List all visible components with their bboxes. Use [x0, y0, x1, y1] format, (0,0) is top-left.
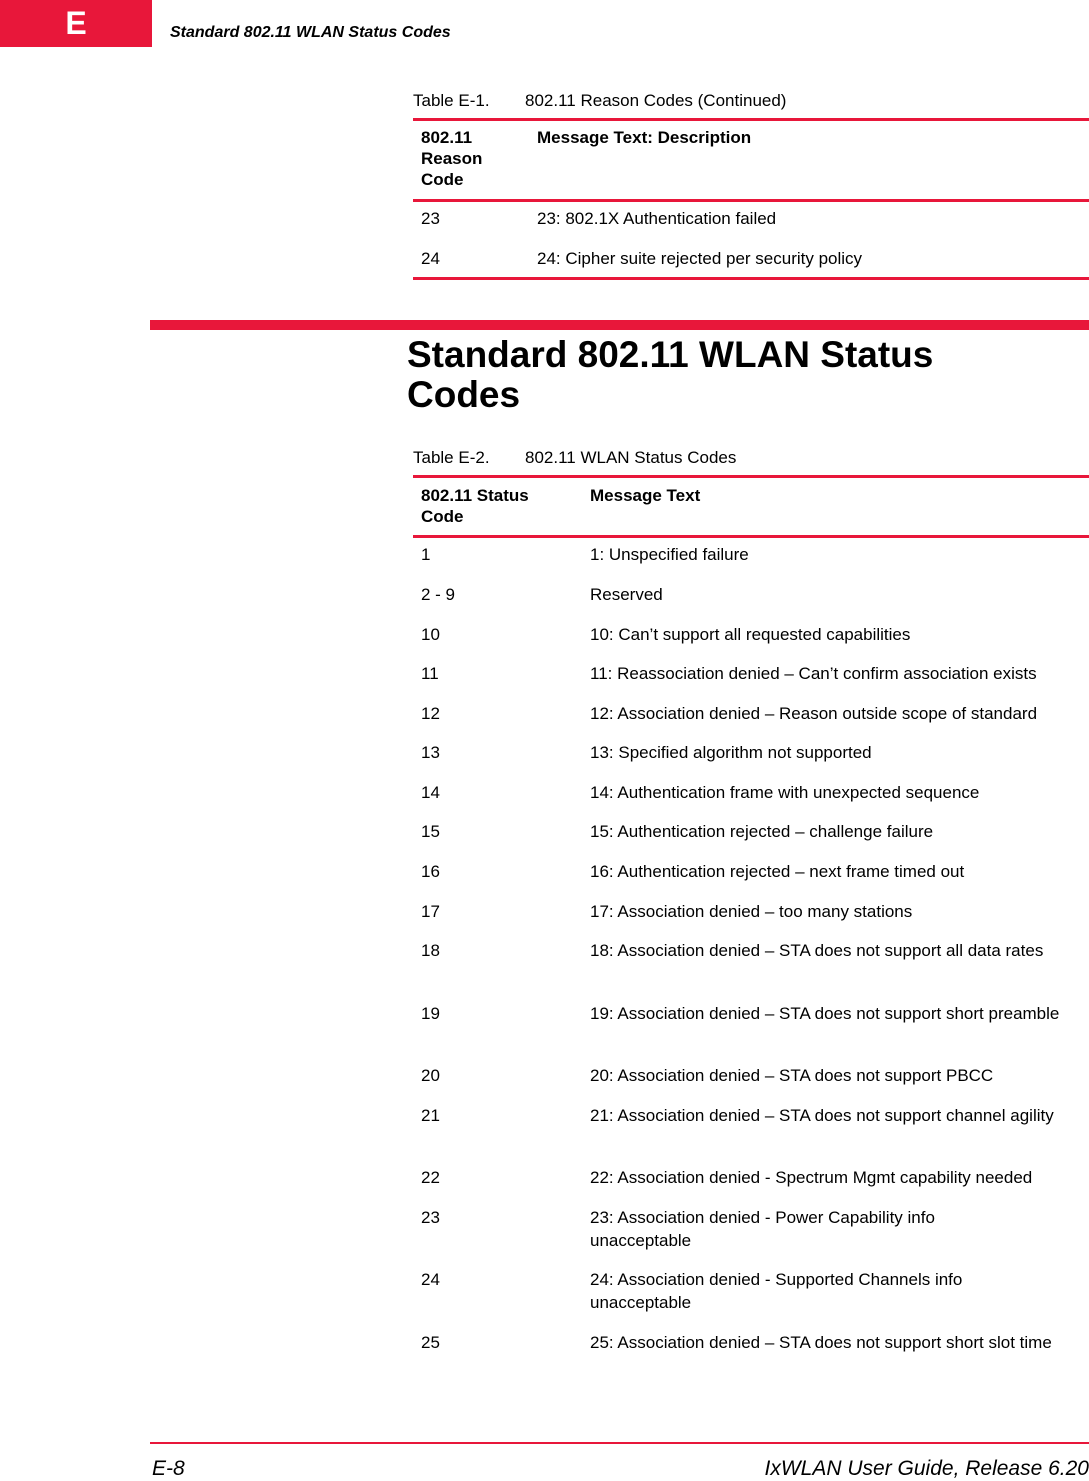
- table-e2-cell-text: 24: Association denied - Supported Channels info unacceptable: [590, 1270, 963, 1312]
- doc-title: IxWLAN User Guide, Release 6.20: [764, 1457, 1089, 1480]
- table-e2-cell-code: 18: [421, 941, 440, 960]
- table-e2-cell-text: 22: Association denied - Spectrum Mgmt capability needed: [590, 1168, 1033, 1187]
- table-e1-col1-header: 802.11 Reason Code: [421, 128, 483, 189]
- table-e2-cell-code: 22: [421, 1168, 440, 1187]
- table-e2-cell-code: 16: [421, 862, 440, 881]
- table-e2-cell-text: 15: Authentication rejected – challenge failure: [590, 822, 934, 841]
- section-title: Standard 802.11 WLAN Status Codes: [407, 334, 934, 415]
- table-e1-caption-number: Table E-1.: [413, 91, 490, 110]
- table-e2-cell-text: Reserved: [590, 585, 663, 604]
- table-e2-header-rule: [413, 535, 1089, 538]
- table-e2-cell-text: 23: Association denied - Power Capability info unacceptable: [590, 1208, 935, 1250]
- table-e1-top-rule: [413, 118, 1089, 121]
- table-e2-cell-text: 20: Association denied – STA does not support PBCC: [590, 1066, 994, 1085]
- table-e2-cell-code: 24: [421, 1270, 440, 1289]
- table-e2-cell-text: 13: Specified algorithm not supported: [590, 743, 872, 762]
- table-e2-caption: [413, 448, 736, 468]
- table-e2-cell-code: 14: [421, 783, 440, 802]
- footer-rule: [150, 1442, 1089, 1444]
- table-e2-caption-number: Table E-2.: [413, 448, 490, 467]
- table-e1-col2-header: Message Text: Description: [537, 128, 752, 147]
- table-e2-cell-code: 21: [421, 1106, 440, 1125]
- table-e2-cell-code: 12: [421, 704, 440, 723]
- table-e2-cell-code: 19: [421, 1004, 440, 1023]
- table-e2-caption-title: 802.11 WLAN Status Codes: [525, 448, 737, 467]
- table-e2-cell-text: 18: Association denied – STA does not support all data rates: [590, 941, 1044, 960]
- table-e2-cell-text: 10: Can’t support all requested capabilities: [590, 625, 911, 644]
- table-e2-cell-code: 10: [421, 625, 440, 644]
- table-e2-cell-code: 17: [421, 902, 440, 921]
- table-e2-cell-code: 23: [421, 1208, 440, 1227]
- table-e2-cell-code: 2 - 9: [421, 585, 456, 604]
- table-e2-cell-code: 20: [421, 1066, 440, 1085]
- table-e1-cell-text: 23: 802.1X Authentication failed: [537, 209, 777, 228]
- chapter-letter: E: [65, 5, 87, 41]
- table-e2-cell-text: 17: Association denied – too many stations: [590, 902, 913, 921]
- table-e2-cell-text: 1: Unspecified failure: [590, 545, 749, 564]
- chapter-tab: [0, 0, 152, 47]
- table-e2-cell-code: 25: [421, 1333, 440, 1352]
- table-e2-col1-header: 802.11 Status Code: [421, 486, 529, 526]
- table-e2-cell-code: 1: [421, 545, 431, 564]
- table-e1-cell-code: 23: [421, 209, 440, 228]
- table-e2-cell-text: 14: Authentication frame with unexpected sequence: [590, 783, 980, 802]
- table-e1-caption-title: 802.11 Reason Codes (Continued): [525, 91, 787, 110]
- table-e1-cell-code: 24: [421, 249, 440, 268]
- running-head: Standard 802.11 WLAN Status Codes: [170, 24, 451, 41]
- table-e2-cell-text: 12: Association denied – Reason outside scope of standard: [590, 704, 1038, 723]
- page-number: E-8: [152, 1457, 185, 1480]
- table-e1-header-rule: [413, 199, 1089, 202]
- table-e1-caption: [413, 91, 786, 111]
- table-e2-col2-header: Message Text: [590, 486, 701, 505]
- table-e2-cell-code: 13: [421, 743, 440, 762]
- table-e2-cell-code: 15: [421, 822, 440, 841]
- table-e2-cell-text: 11: Reassociation denied – Can’t confirm association exists: [590, 664, 1037, 683]
- table-e1-bottom-rule: [413, 277, 1089, 280]
- table-e2-cell-text: 21: Association denied – STA does not support channel agility: [590, 1106, 1054, 1125]
- table-e2-top-rule: [413, 475, 1089, 478]
- table-e2-cell-text: 19: Association denied – STA does not support short preamble: [590, 1004, 1060, 1023]
- section-bar: [150, 320, 1089, 330]
- table-e2-cell-text: 25: Association denied – STA does not support short slot time: [590, 1333, 1052, 1352]
- table-e2-cell-text: 16: Authentication rejected – next frame timed out: [590, 862, 965, 881]
- table-e2-cell-code: 11: [421, 664, 439, 683]
- table-e1-cell-text: 24: Cipher suite rejected per security policy: [537, 249, 863, 268]
